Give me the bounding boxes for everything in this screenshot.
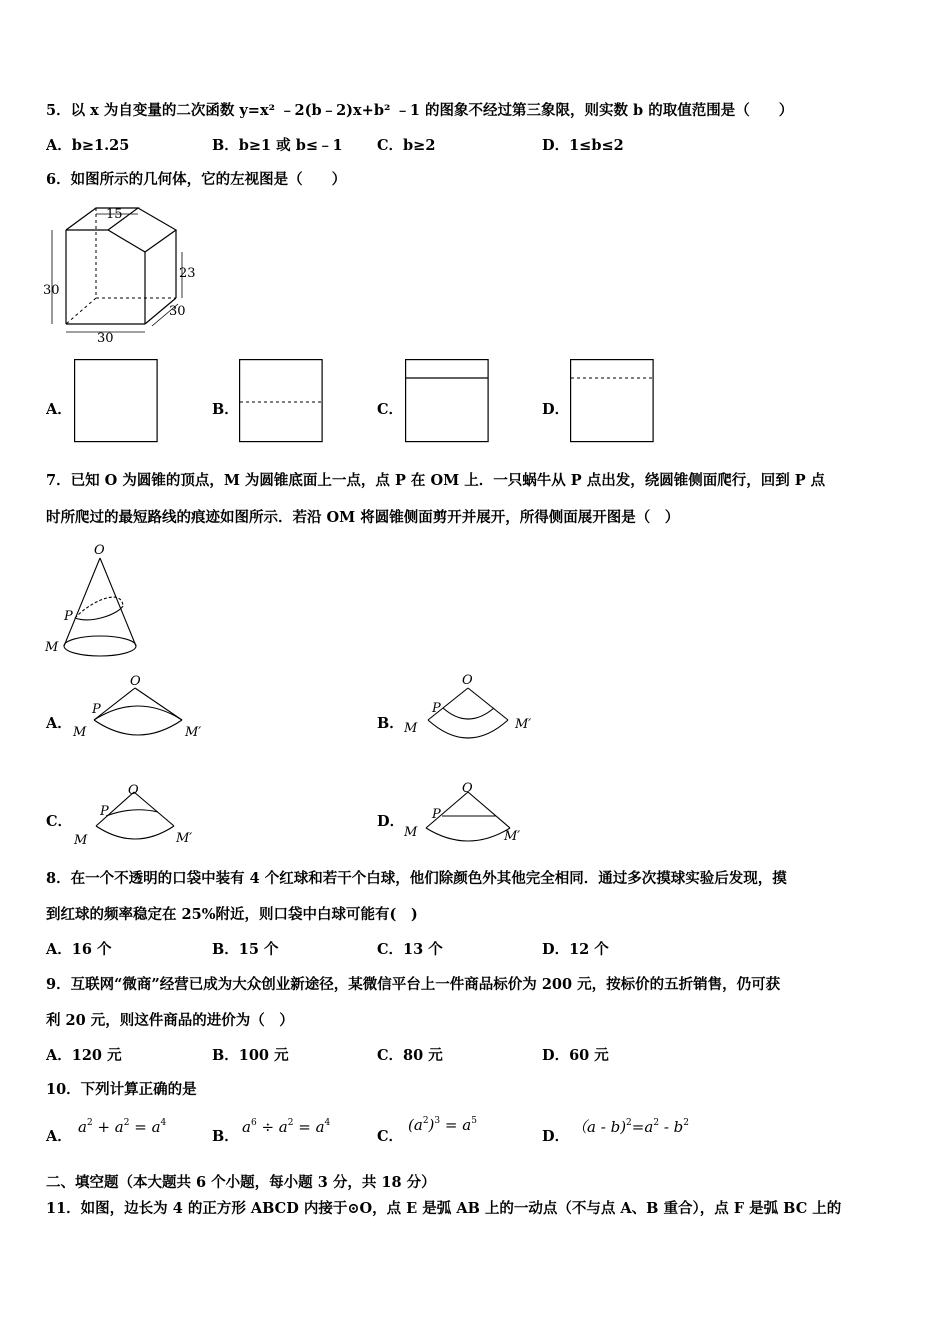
svg-text:P: P: [432, 701, 441, 716]
q7-option-b-label: B．: [377, 715, 404, 732]
q8-option-b: B．15 个: [212, 941, 279, 958]
q6-dim-right-height: 23: [179, 266, 196, 281]
svg-text:M′: M′: [185, 725, 202, 740]
q8-option-c: C．13 个: [377, 941, 443, 958]
q9-stem-line1: 9．互联网“微商”经营已成为大众创业新途径，某微信平台上一件商品标价为 200 元，按标价的五折销售，仍可获: [46, 976, 781, 993]
q8-option-d: D．12 个: [542, 941, 609, 958]
svg-text:O: O: [128, 783, 139, 798]
q10-option-c-label: C．: [377, 1128, 404, 1145]
q7-cone-label-p: P: [64, 609, 73, 624]
q9-option-c: C．80 元: [377, 1047, 443, 1064]
q7-cone-figure: [42, 540, 152, 662]
q10-option-d-label: D．: [542, 1128, 570, 1145]
q6-option-a-label: A．: [46, 401, 72, 418]
q11-stem: 11．如图，边长为 4 的正方形 ABCD 内接于⊙O，点 E 是弧 AB 上的一动点（不与点 A、B 重合），点 F 是弧 BC 上的: [46, 1200, 842, 1217]
q7-option-a-label: A．: [46, 715, 72, 732]
q5-option-a: A．b≥1.25: [46, 137, 130, 154]
q10-option-b-expr: $a^6 \div a^2 = a^4$: [242, 1118, 331, 1136]
q8-stem-line1: 8．在一个不透明的口袋中装有 4 个红球和若干个白球，他们除颜色外其他完全相同．通过多次摸球实验后发现，摸: [46, 870, 787, 887]
q10-option-b-label: B．: [212, 1128, 239, 1145]
q6-option-c-figure: [405, 359, 490, 443]
svg-text:M: M: [404, 721, 418, 736]
q10-option-c-expr: $(a^2)^3 = a^5$: [408, 1116, 477, 1134]
q5-option-d: D．1≤b≤2: [542, 137, 624, 154]
q9-option-d: D．60 元: [542, 1047, 609, 1064]
q6-dim-width: 30: [97, 331, 114, 344]
q7-option-c-label: C．: [46, 813, 73, 830]
q7-option-d-label: D．: [377, 813, 405, 830]
svg-text:M′: M′: [176, 831, 193, 846]
q7-stem-line1: 7．已知 O 为圆锥的顶点，M 为圆锥底面上一点，点 P 在 OM 上．一只蜗牛从 P 点出发，绕圆锥侧面爬行，回到 P 点: [46, 472, 826, 489]
q10-option-a-expr: $a^2 + a^2 = a^4$: [78, 1118, 167, 1136]
q5-option-c: C．b≥2: [377, 137, 436, 154]
q9-stem-line2: 利 20 元，则这件商品的进价为（ ）: [46, 1012, 294, 1029]
q6-solid-figure: [42, 202, 202, 344]
svg-text:M: M: [73, 725, 87, 740]
q6-option-d-label: D．: [542, 401, 570, 418]
q8-option-a: A．16 个: [46, 941, 112, 958]
q5-stem: 5．以 x 为自变量的二次函数 y=x² ﹣2(b﹣2)x+b² ﹣1 的图象不经过第三象限，则实数 b 的取值范围是（ ）: [46, 102, 794, 119]
q6-solid-top-right: [138, 208, 176, 252]
q9-option-a: A．120 元: [46, 1047, 122, 1064]
q7-option-d-figure: [400, 778, 545, 850]
q6-stem: 6．如图所示的几何体，它的左视图是（ ）: [46, 171, 347, 188]
svg-text:M′: M′: [504, 829, 521, 844]
q6-solid-hidden-diagonal: [66, 298, 96, 324]
q6-option-b-label: B．: [212, 401, 239, 418]
q6-solid-top-front-edge: [66, 230, 145, 324]
q7-option-c-figure: [70, 780, 215, 850]
q8-stem-line2: 到红球的频率稳定在 25%附近，则口袋中白球可能有( ): [46, 906, 418, 923]
svg-text:P: P: [92, 702, 101, 717]
q7-cone-label-m: M: [45, 640, 59, 655]
q10-stem: 10．下列计算正确的是: [46, 1081, 197, 1098]
svg-text:M: M: [404, 825, 418, 840]
svg-text:M′: M′: [515, 717, 532, 732]
q6-option-c-label: C．: [377, 401, 404, 418]
q7-cone-label-o: O: [94, 543, 105, 558]
q10-option-d-expr: $(a - b)^2=a^2 - b^2$: [572, 1118, 689, 1136]
q6-dim-top: 15: [106, 207, 123, 222]
q6-option-d-figure: [570, 359, 655, 443]
svg-text:P: P: [100, 804, 109, 819]
svg-text:O: O: [130, 674, 141, 689]
svg-text:M: M: [74, 833, 88, 848]
q6-option-b-figure: [239, 359, 324, 443]
q6-dim-left-height: 30: [43, 283, 60, 298]
q5-option-b: B．b≥1 或 b≤﹣1: [212, 137, 343, 154]
q7-option-b-figure: [400, 668, 545, 752]
q9-option-b: B．100 元: [212, 1047, 289, 1064]
q6-dim-depth: 30: [169, 304, 186, 319]
svg-text:O: O: [462, 781, 473, 796]
svg-text:O: O: [462, 673, 473, 688]
q6-option-a-figure: [74, 359, 159, 443]
q10-option-a-label: A．: [46, 1128, 72, 1145]
section2-heading: 二、填空题（本大题共 6 个小题，每小题 3 分，共 18 分）: [46, 1174, 436, 1191]
q6-solid-top-left: [66, 208, 138, 230]
q7-option-a-figure: [70, 670, 215, 752]
q7-stem-line2: 时所爬过的最短路线的痕迹如图所示．若沿 OM 将圆锥侧面剪开并展开，所得侧面展开图是（ ）: [46, 509, 680, 526]
svg-text:P: P: [432, 807, 441, 822]
